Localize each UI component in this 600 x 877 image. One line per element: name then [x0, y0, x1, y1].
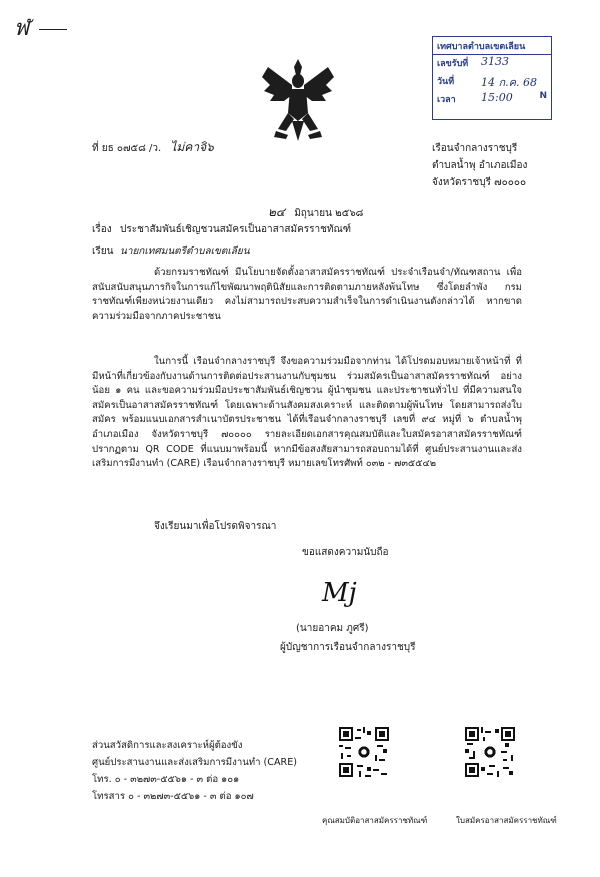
- qr-code-application[interactable]: [465, 727, 515, 777]
- footer-fax: โทรสาร ๐ - ๓๒๗๓-๕๕๖๑ - ๓ ต่อ ๑๐๗: [92, 791, 254, 802]
- paragraph-2: [92, 355, 522, 472]
- stamp-date-row: [433, 73, 551, 91]
- footer-phone: โทร. ๐ - ๓๒๗๓-๕๕๖๑ - ๓ ต่อ ๑๐๑: [92, 774, 240, 785]
- paragraph-3: [154, 520, 276, 534]
- qr-caption-application: ใบสมัครอาสาสมัครราชทัณฑ์: [456, 816, 557, 825]
- recipient-handwritten: นายกเทศมนตรีตำบลเขตเลียน: [120, 246, 250, 257]
- recipient-line: [92, 245, 250, 259]
- paragraph-3-text: จึงเรียนมาเพื่อโปรดพิจารณา: [154, 521, 277, 532]
- closing: [302, 546, 389, 560]
- reference-handwritten: ไม่คาจิ๖: [170, 140, 214, 154]
- stamp-time-label: เวลา: [437, 95, 456, 105]
- letter-date: [268, 205, 363, 221]
- stamp-date-label: วันที่: [437, 77, 455, 87]
- stamp-date-value: 14 ก.ค. 68: [481, 76, 537, 89]
- signature-scribble: Mj: [322, 578, 357, 608]
- recipient-label: เรียน: [92, 246, 114, 257]
- signature: [322, 578, 357, 608]
- footer-department: ส่วนสวัสดิการและสงเคราะห์ผู้ต้องขัง: [92, 740, 243, 751]
- paragraph-2-text: ในการนี้ เรือนจำกลางราชบุรี จึงขอความร่วมมือจากท่าน ได้โปรดมอบหมายเจ้าหน้าที่ ที่มีหน้าที่เกี่ยวข้องกับงานด้านการติดต่อประสานงานกับชุมชน ร่วมสมัครเป็นอาสาสมัครราชทัณฑ์ อย่างน้อย ๑ คน และขอความร่วมมือประชาสัมพันธ์เชิญชวน ผู้นำชุมชน และประชาชนทั่วไป ที่มีความสนใจ สมัครเป็นอาสาสมัครราชทัณฑ์ โดยเฉพาะด้านสังคมสงเคราะห์ และติดตามผู้พ้นโทษ โดยสามารถส่งใบสมัคร พร้อมแนบเอกสารสำเนาบัตรประชาชน ได้ที่เรือนจำกลางราชบุรี เลขที่ ๙๔ หมู่ที่ ๖ ตำบลน้ำพุ อำเภอเมือง จังหวัดราชบุรี ๗๐๐๐๐ รายละเอียดเอกสารคุณสมบัติและใบสมัครอาสาสมัครราชทัณฑ์ ปรากฏตาม QR CODE ที่แนบมาพร้อมนี้ หากมีข้อสงสัยสามารถสอบถามได้ที่ ศูนย์ประสานงานและส่งเสริมการมีงานทำ (CARE) เรือนจำกลางราชบุรี หมายเลขโทรศัพท์ ๐๓๒ - ๗๓๕๕๔๒: [92, 356, 522, 470]
- sender-address-line-3: จังหวัดราชบุรี ๗๐๐๐๐: [432, 177, 527, 188]
- subject-label: เรื่อง: [92, 224, 112, 235]
- stamp-time-row: เวลา 15:00 N: [437, 91, 547, 105]
- stamp-received-row: [433, 55, 551, 73]
- footer-contact: [92, 737, 297, 805]
- qr-code-qualifications[interactable]: [339, 727, 389, 777]
- qr-caption-qualifications: คุณสมบัติอาสาสมัครราชทัณฑ์: [322, 816, 428, 825]
- date-rest: มิถุนายน ๒๕๖๘: [294, 208, 364, 219]
- signer-name: (นายอาคม ภูศรี): [296, 623, 369, 634]
- garuda-emblem: [258, 55, 338, 145]
- reference-number: [92, 140, 214, 156]
- stamp-org: เทศบาลตำบลเขตเลียน: [433, 37, 551, 55]
- subject-line: [92, 223, 352, 237]
- stamp-time-value: 15:00: [481, 91, 513, 104]
- corner-mark: ฬ: [14, 10, 67, 45]
- reference-number-text: ที่ ยธ ๐๗๕๘ /ว.: [92, 143, 162, 154]
- stamp-received-value: 3133: [481, 55, 509, 68]
- sender-address: [432, 140, 527, 191]
- paragraph-1-text: ด้วยกรมราชทัณฑ์ มีนโยบายจัดตั้งอาสาสมัครราชทัณฑ์ ประจำเรือนจำ/ทัณฑสถาน เพื่อสนับสนับสนุนภารกิจในการแก้ไขพัฒนาพฤตินิสัยและการติดตามภายหลังพ้นโทษ ซึ่งโดยลำพัง กรมราชทัณฑ์เพียงหน่วยงานเดียว คงไม่สามารถประสบความสำเร็จในการดำเนินงานดังกล่าวได้ หากขาด ความร่วมมือจากภาคประชาชน: [92, 267, 522, 322]
- sender-address-line-2: ตำบลน้ำพุ อำเภอเมือง: [432, 160, 528, 171]
- subject-text: ประชาสัมพันธ์เชิญชวนสมัครเป็นอาสาสมัครราชทัณฑ์: [120, 224, 352, 235]
- sender-address-line-1: เรือนจำกลางราชบุรี: [432, 143, 518, 154]
- stamp-received-label: เลขรับที่: [437, 59, 469, 69]
- date-day-handwritten: ๒๔: [268, 205, 285, 219]
- footer-center: ศูนย์ประสานงานและส่งเสริมการมีงานทำ (CARE): [92, 757, 298, 768]
- closing-text: ขอแสดงความนับถือ: [302, 547, 389, 558]
- paragraph-1: [92, 266, 522, 324]
- signer-position: ผู้บัญชาการเรือนจำกลางราชบุรี: [280, 642, 416, 653]
- received-stamp: [432, 36, 552, 120]
